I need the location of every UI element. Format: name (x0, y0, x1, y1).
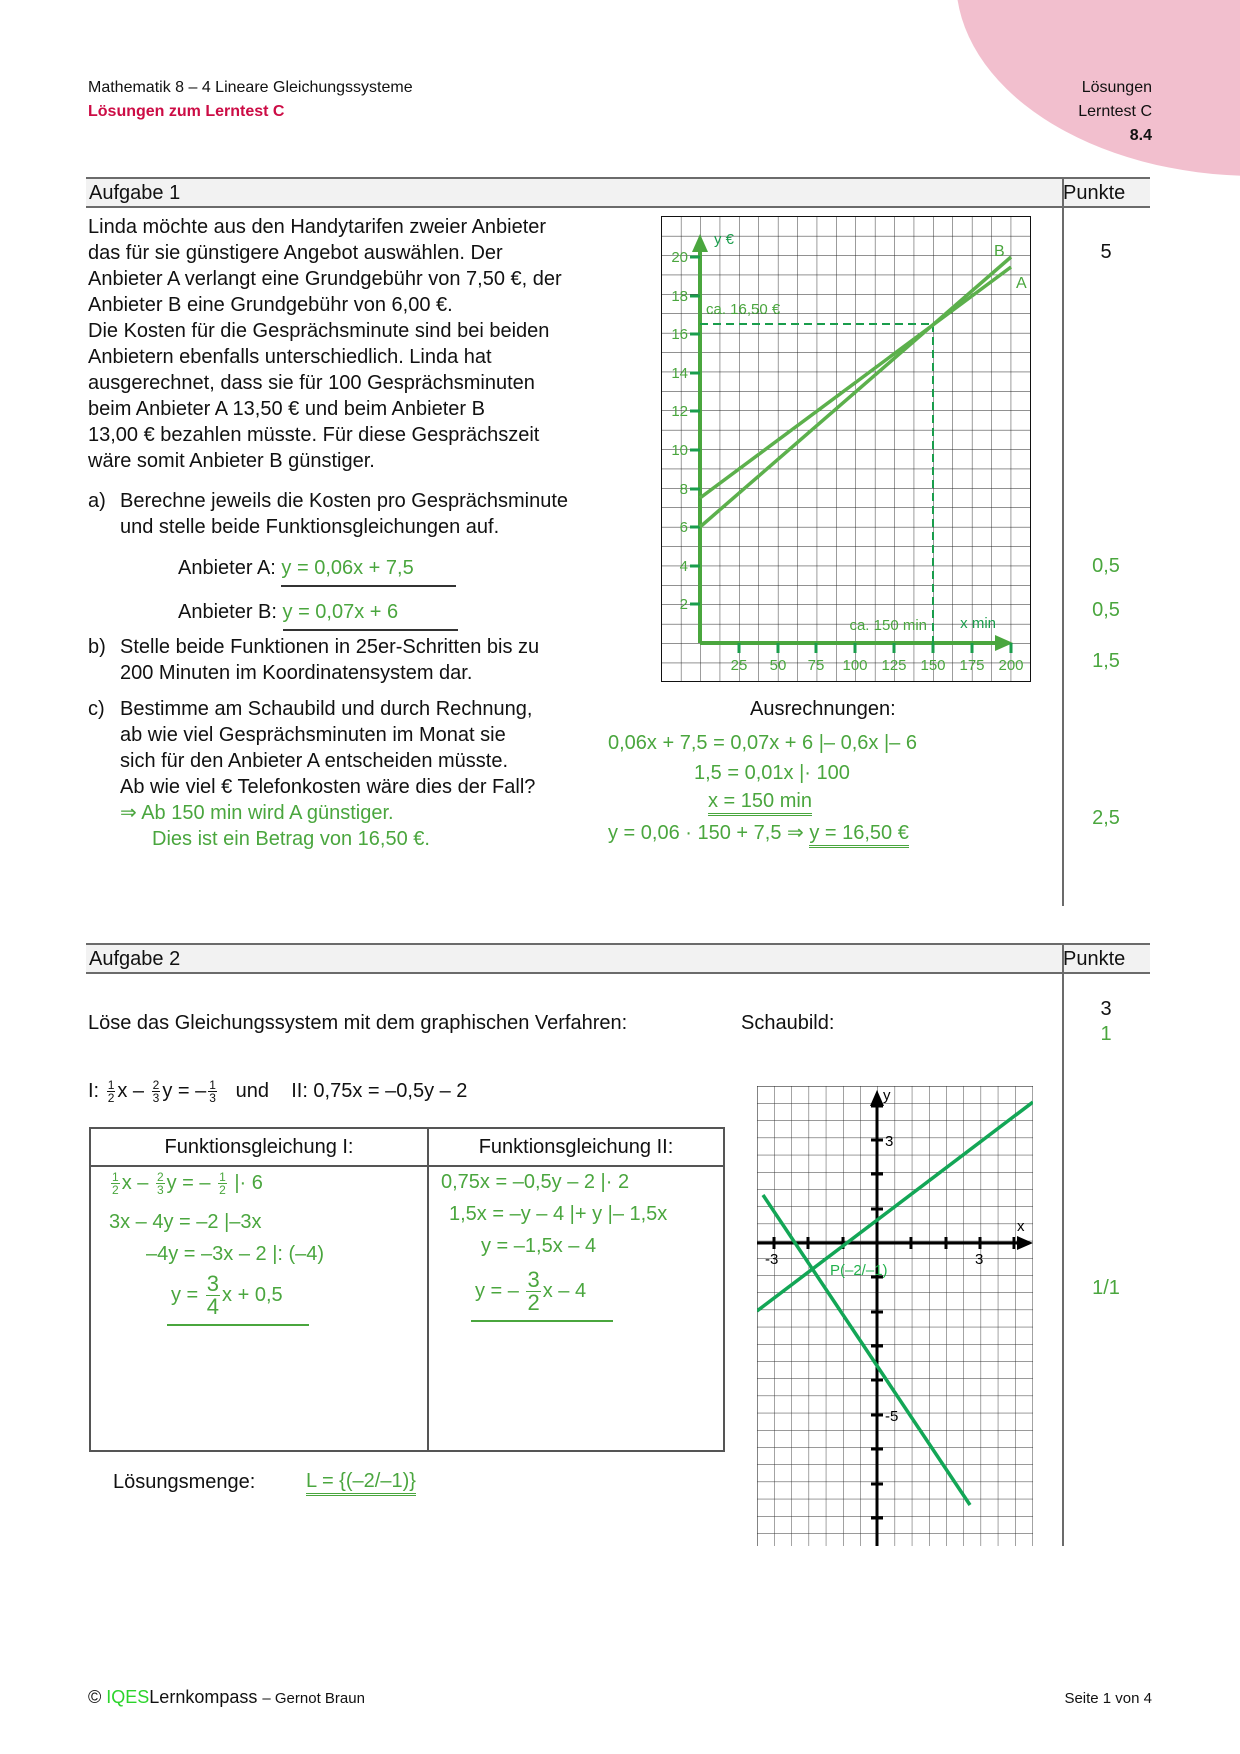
step-result (167, 1273, 309, 1326)
anbieter-a-equation: y = 0,06x + 7,5 (281, 555, 456, 587)
page-number: Seite 1 von 4 (1064, 1690, 1152, 1707)
x-tick-label: 25 (730, 657, 748, 674)
intro-line: Die Kosten für die Gesprächsminute sind bei beiden (88, 320, 550, 342)
fraction-1-2: $\frac{1}{2}$ (107, 1078, 115, 1106)
x-tick-label: 150 (920, 657, 946, 674)
task1-title: Aufgabe 1 (89, 182, 181, 204)
calc-line-2: 1,5 = 0,01x |· 100 (694, 762, 850, 784)
anbieter-a-label: Anbieter A: (178, 557, 276, 579)
brand-lernkompass: Lernkompass (149, 1687, 258, 1707)
task1-points-a2: 0,5 (1092, 599, 1120, 621)
x-tick-3: 3 (975, 1251, 984, 1268)
eq1-prefix: I: (88, 1080, 100, 1102)
col1-steps (90, 1166, 428, 1451)
x-tick-label: 125 (881, 657, 907, 674)
copyright-icon: © (88, 1687, 102, 1707)
c-answer-line: Dies ist ein Betrag von 16,50 €. (152, 828, 430, 850)
task-line: Bestimme am Schaubild und durch Rechnung, (120, 698, 533, 720)
task1-a-text (120, 488, 568, 540)
task2-points-header: Punkte (1063, 948, 1126, 970)
c-answer-line: ⇒ Ab 150 min wird A günstiger. (120, 802, 394, 824)
task1-c-label: c) (88, 698, 105, 720)
step-line: 0,75x = –0,5y – 2 |· 2 (441, 1171, 630, 1193)
annotation-cost: ca. 16,50 € (706, 301, 781, 318)
x-tick-label: 100 (842, 657, 868, 674)
calc-line-4-text: y = 0,06 · 150 + 7,5 ⇒ (608, 822, 810, 844)
intro-line: wäre somit Anbieter B günstiger. (88, 450, 375, 472)
task-line: Berechne jeweils die Kosten pro Gesprächsminute (120, 490, 569, 512)
x-axis-label: x min (960, 615, 996, 632)
task2-points-total: 3 (1100, 998, 1112, 1020)
step-text: y = (171, 1283, 204, 1306)
y-tick-3: 3 (885, 1133, 894, 1150)
y-tick-minus5: -5 (885, 1408, 899, 1425)
task-line: Stelle beide Funktionen in 25er-Schritten bis zu (120, 636, 540, 658)
col1-header: Funktionsgleichung I: (90, 1128, 428, 1166)
step-text: x + 0,5 (222, 1283, 283, 1306)
task2-instruction: Löse das Gleichungssystem mit dem graphischen Verfahren: (88, 1012, 628, 1034)
task1-points-column-line (1062, 208, 1064, 906)
task-line: 200 Minuten im Koordinatensystem dar. (120, 662, 473, 684)
y-tick-label: 8 (679, 481, 688, 498)
step-text: |· 6 (228, 1171, 263, 1194)
step-result (471, 1269, 613, 1322)
course-title: Mathematik 8 – 4 Lineare Gleichungssysteme (88, 79, 413, 96)
eq2: II: 0,75x = –0,5y – 2 (291, 1080, 468, 1102)
fraction-3-4: $\frac{3}{4}$ (206, 1271, 220, 1319)
header-right-line2: Lerntest C (1078, 103, 1152, 120)
task-line: sich für den Anbieter A entscheiden müsste. (120, 750, 509, 772)
intro-line: Anbietern ebenfalls unterschiedlich. Linda hat (88, 346, 492, 368)
und-word: und (235, 1080, 269, 1102)
y-tick-label: 20 (671, 249, 688, 266)
solution-label: Lösungsmenge: (113, 1471, 256, 1493)
step-line: –4y = –3x – 2 |: (–4) (146, 1243, 325, 1265)
annotation-minutes: ca. 150 min (849, 617, 927, 634)
step-line: 3x – 4y = –2 |–3x (109, 1211, 262, 1233)
eq1-x-term: x – (117, 1080, 145, 1102)
function-equations-table (89, 1127, 725, 1452)
eq1-y-term: y = – (162, 1080, 207, 1102)
tariff-chart (661, 216, 1031, 682)
calc-line-3: x = 150 min (708, 789, 812, 816)
chart2-x-label: x (1017, 1218, 1025, 1235)
label-b: B (994, 243, 1005, 260)
anbieter-b-equation: y = 0,07x + 6 (283, 599, 458, 631)
x-tick-label: 175 (959, 657, 985, 674)
y-tick-label: 14 (671, 365, 688, 382)
fraction-1-3: $\frac{1}{3}$ (209, 1078, 216, 1106)
task2-points-green: 1 (1100, 1023, 1112, 1045)
schaubild-label: Schaubild: (741, 1012, 835, 1034)
col2-header: Funktionsgleichung II: (428, 1128, 724, 1166)
fraction-1-2: $\frac{1}{2}$ (112, 1170, 119, 1197)
header-code: 8.4 (1129, 127, 1152, 144)
task2-points-column-line (1062, 974, 1064, 1546)
x-tick-label: 75 (807, 657, 825, 674)
y-tick-label: 16 (671, 326, 688, 343)
step-text: x – (121, 1171, 154, 1194)
anbieter-b-row (178, 599, 458, 631)
calc-line-1: 0,06x + 7,5 = 0,07x + 6 |– 0,6x |– 6 (608, 732, 917, 754)
step-text: x – 4 (542, 1279, 587, 1302)
fraction-1-2: $\frac{1}{2}$ (219, 1170, 226, 1197)
solution-value: L = {(–2/–1)} (306, 1469, 416, 1496)
task1-a-label: a) (88, 490, 106, 512)
header-right-line1: Lösungen (1081, 79, 1152, 96)
x-tick-minus3: -3 (765, 1251, 779, 1268)
calc-result: y = 16,50 € (809, 821, 909, 848)
y-tick-label: 12 (671, 403, 688, 420)
page-subtitle: Lösungen zum Lerntest C (88, 103, 285, 120)
brand-iqes: IQES (106, 1687, 150, 1707)
fraction-2-3: $\frac{2}{3}$ (156, 1170, 164, 1197)
intro-line: Anbieter A verlangt eine Grundgebühr von 7,50 €, der (88, 268, 562, 290)
intro-line: Linda möchte aus den Handytarifen zweier Anbieter (88, 216, 547, 238)
intro-line: beim Anbieter A 13,50 € und beim Anbieter B (88, 398, 485, 420)
step-line (109, 1171, 263, 1196)
intersection-label: P(–2/–1) (830, 1262, 888, 1279)
chart2-y-label: y (883, 1087, 891, 1104)
y-tick-label: 4 (679, 558, 688, 575)
fraction-2-3: $\frac{2}{3}$ (152, 1078, 160, 1106)
task2-title: Aufgabe 2 (89, 948, 181, 970)
fraction-3-2: $\frac{3}{2}$ (527, 1267, 540, 1315)
task1-points-total: 5 (1100, 241, 1112, 263)
task1-points-header: Punkte (1063, 182, 1126, 204)
y-tick-label: 6 (679, 519, 688, 536)
task1-points-a1: 0,5 (1092, 555, 1120, 577)
y-tick-label: 2 (679, 596, 688, 613)
y-tick-label: 10 (671, 442, 688, 459)
x-tick-label: 50 (769, 657, 787, 674)
y-tick-label: 18 (671, 288, 688, 305)
task1-c-text (120, 696, 535, 852)
intro-line: 13,00 € bezahlen müsste. Für diese Gesprächszeit (88, 424, 540, 446)
task1-b-label: b) (88, 636, 106, 658)
task2-points-graph: 1/1 (1092, 1277, 1120, 1299)
x-tick-label: 200 (998, 657, 1024, 674)
equation-system (88, 1078, 467, 1104)
col2-steps (428, 1166, 724, 1451)
task-line: Ab wie viel € Telefonkosten wäre dies der Fall? (120, 776, 536, 798)
anbieter-a-row (178, 555, 456, 587)
task2-header-bar (86, 943, 1150, 974)
task1-points-b: 1,5 (1092, 650, 1120, 672)
anbieter-b-label: Anbieter B: (178, 601, 277, 623)
task1-header-bar (86, 177, 1150, 208)
step-text: y = – (475, 1279, 525, 1302)
task-line: und stelle beide Funktionsgleichungen auf. (120, 516, 500, 538)
intro-line: ausgerechnet, dass sie für 100 Gesprächsminuten (88, 372, 535, 394)
task1-b-text (120, 634, 539, 686)
task1-intro (88, 214, 648, 474)
intro-line: das für sie günstigere Angebot auswählen. Der (88, 242, 503, 264)
step-text: y = – (166, 1171, 217, 1194)
calc-title: Ausrechnungen: (750, 698, 896, 720)
step-line: y = –1,5x – 4 (481, 1235, 597, 1257)
calc-line-4 (608, 820, 909, 848)
footer-brand (88, 1687, 365, 1708)
task-line: ab wie viel Gesprächsminuten im Monat sie (120, 724, 506, 746)
intro-line: Anbieter B eine Grundgebühr von 6,00 €. (88, 294, 453, 316)
y-axis-label: y € (714, 231, 735, 248)
footer-author: – Gernot Braun (262, 1690, 365, 1707)
graph-system-chart (757, 1086, 1033, 1546)
task1-points-c: 2,5 (1092, 807, 1120, 829)
label-a: A (1016, 275, 1027, 292)
step-line: 1,5x = –y – 4 |+ y |– 1,5x (449, 1203, 668, 1225)
